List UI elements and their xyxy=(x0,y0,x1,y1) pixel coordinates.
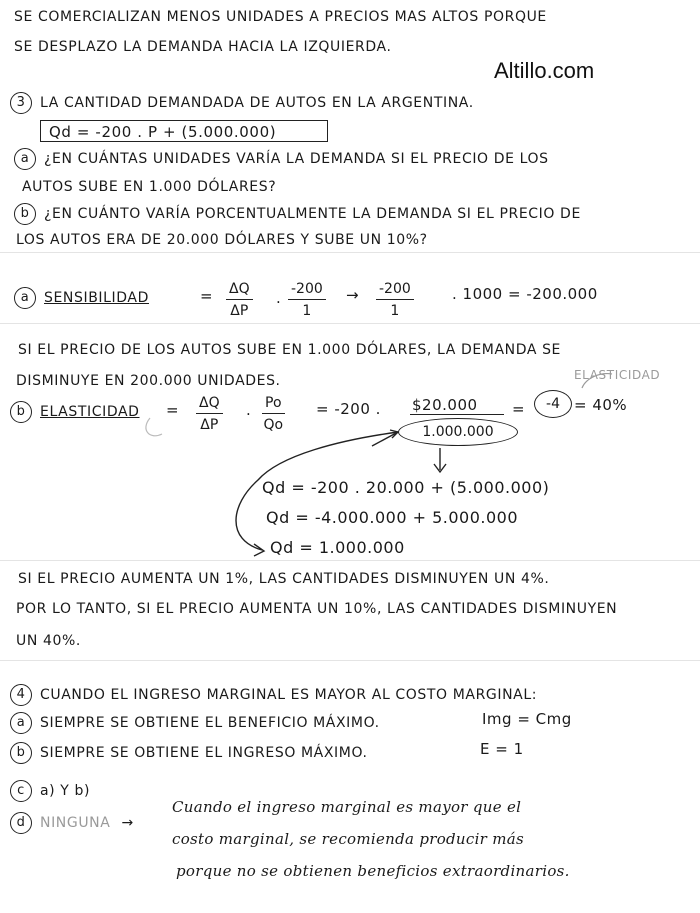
intro-line-1: SE COMERCIALIZAN MENOS UNIDADES A PRECIOS MAS ALTOS PORQUE xyxy=(14,9,547,25)
q4-opt-a-circle: a xyxy=(10,712,32,734)
q4-answer-1: Cuando el ingreso marginal es mayor que el xyxy=(172,798,522,816)
sol-b-frac3-den-oval: 1.000.000 xyxy=(398,418,518,446)
sol-a-text-1: SI EL PRECIO DE LOS AUTOS SUBE EN 1.000 DÓLARES, LA DEMANDA SE xyxy=(18,342,562,358)
sol-b-frac3-num: $20.000 xyxy=(412,396,478,414)
sol-b-title: ELASTICIDAD xyxy=(40,404,140,420)
annotation-arrow xyxy=(582,374,612,388)
q4-number-circle: 4 xyxy=(10,684,32,706)
sol-a-title: SENSIBILIDAD xyxy=(44,290,149,306)
sol-a-arrow: → xyxy=(346,286,360,304)
q4-answer-3: porque no se obtienen beneficios extraordinarios. xyxy=(176,862,570,880)
q3b-text-1: ¿EN CUÁNTO VARÍA PORCENTUALMENTE LA DEMANDA SI EL PRECIO DE xyxy=(44,206,581,222)
watermark: Altillo.com xyxy=(494,58,595,83)
q3-number-circle: 3 xyxy=(10,92,32,114)
sol-b-frac1-num: ΔQ xyxy=(196,396,223,414)
curve-arrow-path xyxy=(236,432,398,550)
sol-a-result: . 1000 = -200.000 xyxy=(452,285,598,303)
q3b-label-circle: b xyxy=(14,203,36,225)
sol-b-frac2-num: Po xyxy=(262,396,285,414)
faint-scribble xyxy=(146,418,162,436)
sol-a-label-circle: a xyxy=(14,287,36,309)
sol-b-label-circle: b xyxy=(10,401,32,423)
q4-statement: CUANDO EL INGRESO MARGINAL ES MAYOR AL COSTO MARGINAL: xyxy=(40,687,538,703)
sol-b-calc-3: Qd = 1.000.000 xyxy=(270,538,405,557)
sol-a-frac1-num: ΔQ xyxy=(226,282,253,300)
sol-a-dot: . xyxy=(276,289,282,307)
sol-a-frac3-den: 1 xyxy=(390,303,400,319)
sol-b-annotation: ELASTICIDAD xyxy=(574,368,661,382)
q4-opt-c-circle: c xyxy=(10,780,32,802)
q4-opt-d-circle: d xyxy=(10,812,32,834)
sol-b-equals: = xyxy=(166,401,180,419)
q4-opt-b-note: E = 1 xyxy=(480,740,524,758)
sol-a-equals: = xyxy=(200,287,214,305)
sol-b-result-rest: = 40% xyxy=(574,396,628,414)
sol-b-calc-1: Qd = -200 . 20.000 + (5.000.000) xyxy=(262,478,550,497)
sol-a-text-2: DISMINUYE EN 200.000 UNIDADES. xyxy=(16,373,281,389)
curve-arrow-head xyxy=(254,544,264,556)
sol-a-frac3-num: -200 xyxy=(376,282,414,300)
q3-statement: LA CANTIDAD DEMANDADA DE AUTOS EN LA ARGENTINA. xyxy=(40,95,474,111)
q4-opt-d-text: NINGUNA xyxy=(40,815,111,831)
sol-b-result-circled: -4 xyxy=(534,390,572,418)
q4-answer-2: costo marginal, se recomienda producir más xyxy=(172,830,524,848)
q3b-line-2: LOS AUTOS ERA DE 20.000 DÓLARES Y SUBE UN 10%? xyxy=(16,232,428,248)
sol-b-frac1-den: ΔP xyxy=(200,417,219,433)
q4-opt-a-note: Img = Cmg xyxy=(482,710,572,728)
sol-a-frac2-den: 1 xyxy=(302,303,312,319)
q4-opt-b-text: SIEMPRE SE OBTIENE EL INGRESO MÁXIMO. xyxy=(40,745,368,761)
conclusion-line-1: SI EL PRECIO AUMENTA UN 1%, LAS CANTIDADES DISMINUYEN UN 4%. xyxy=(18,571,550,587)
conclusion-line-2: POR LO TANTO, SI EL PRECIO AUMENTA UN 10%, LAS CANTIDADES DISMINUYEN xyxy=(16,601,618,617)
q4-opt-d-arrow: → xyxy=(121,815,134,831)
q3a-line-2: AUTOS SUBE EN 1.000 DÓLARES? xyxy=(22,179,277,195)
sol-b-calc-2: Qd = -4.000.000 + 5.000.000 xyxy=(266,508,519,527)
q4-opt-a-text: SIEMPRE SE OBTIENE EL BENEFICIO MÁXIMO. xyxy=(40,715,380,731)
sol-a-frac1-den: ΔP xyxy=(230,303,249,319)
q4-opt-c-text: a) Y b) xyxy=(40,783,91,799)
sol-b-dot: . xyxy=(246,401,252,419)
sol-a-frac2-num: -200 xyxy=(288,282,326,300)
q3a-text-1: ¿EN CUÁNTAS UNIDADES VARÍA LA DEMANDA SI EL PRECIO DE LOS xyxy=(44,151,549,167)
q4-opt-b-circle: b xyxy=(10,742,32,764)
q3-boxed-equation: Qd = -200 . P + (5.000.000) xyxy=(40,120,328,142)
sol-b-eq2: = xyxy=(512,400,526,418)
conclusion-line-3: UN 40%. xyxy=(16,633,81,649)
sol-b-mid: = -200 . xyxy=(316,400,381,418)
sol-b-frac2-den: Qo xyxy=(263,417,284,433)
intro-line-2: SE DESPLAZO LA DEMANDA HACIA LA IZQUIERDA. xyxy=(14,39,392,55)
q3a-label-circle: a xyxy=(14,148,36,170)
